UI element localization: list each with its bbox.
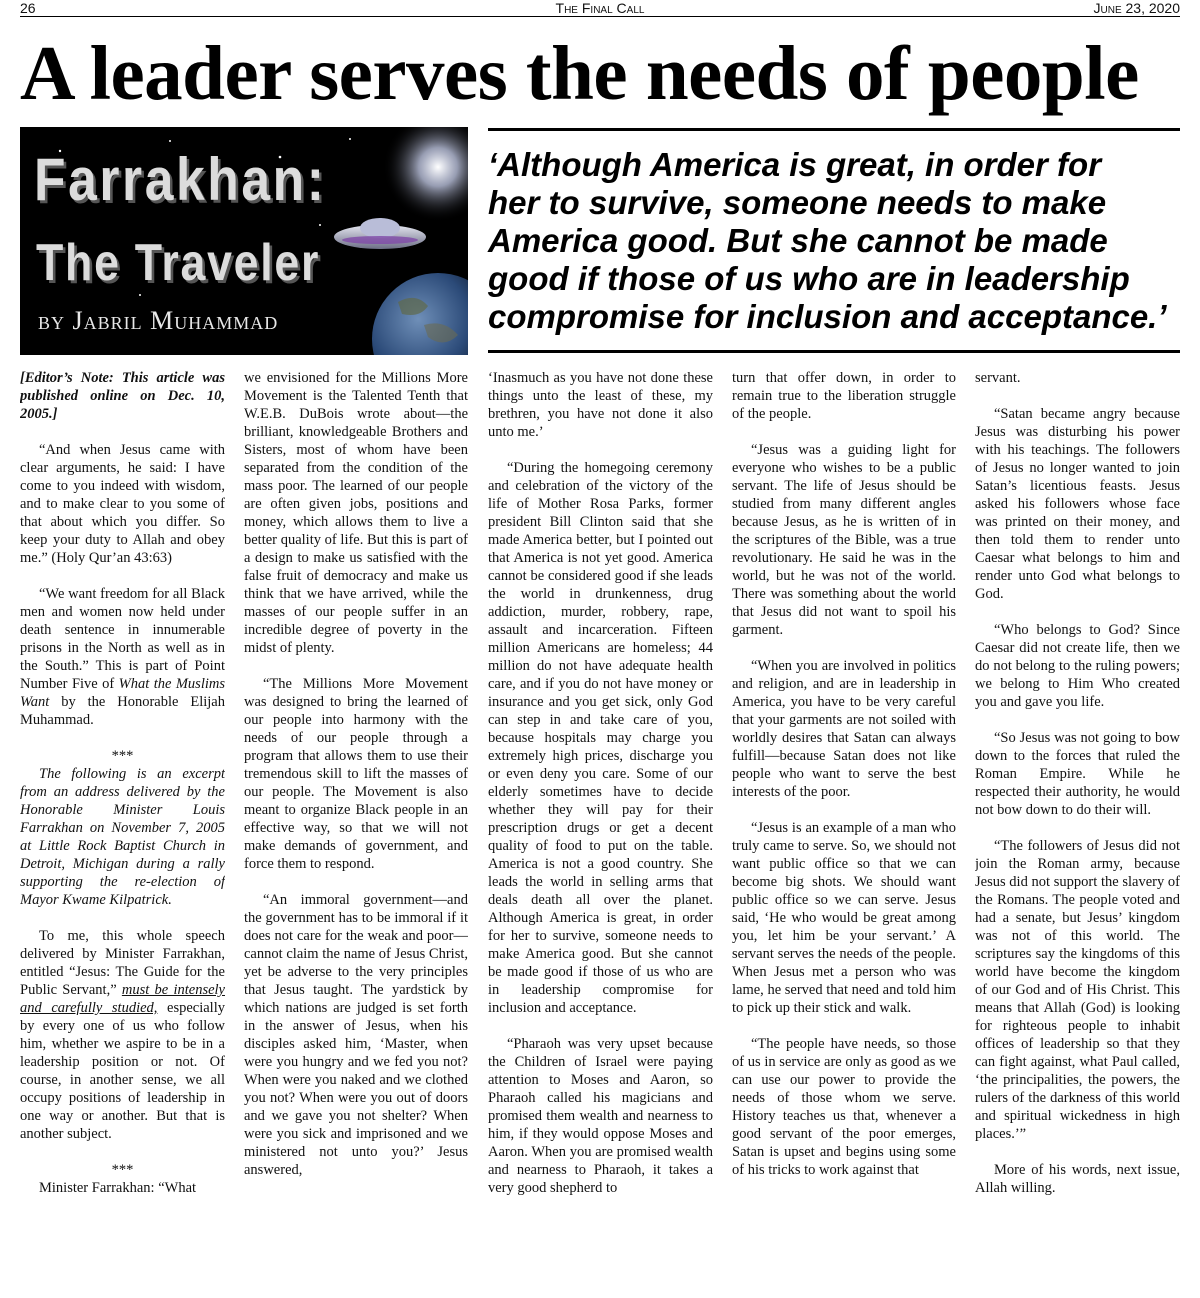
column-title-line1: Farrakhan:	[34, 146, 327, 213]
paragraph: “The Millions More Movement was designed to bring the learned of our people into harmony with the needs of our people through a program that allows them to use their tremendous skill to lift the masses of our people. The Movement is also meant to organize Black people in an effective way, so that we will not make demands of government, and force them to respond.	[244, 676, 468, 872]
column-byline: by Jabril Muhammad	[38, 306, 279, 335]
headline: A leader serves the needs of people	[20, 30, 1139, 116]
paragraph: “Jesus is an example of a man who truly came to serve. So, we should not want public office so that we can become big shots. We should want public office so we can serve. Jesus said, ‘He who would be great among you, let him be your servant.’ A servant serves the needs of the people. When Jesus met a person who was lame, he served that need and told him to pick up their stick and walk.	[732, 820, 956, 1016]
paragraph: “An immoral government—and the government has to be immoral if it does not care for the weak and poor—cannot claim the name of Jesus Christ, yet be adverse to the very principles that Jesus taught. The yardstick by which nations are judged is set forth in the answer of Jesus, when his disciples asked him, ‘Master, when were you hungry and we fed you not? When were you naked and we clothed you not? When were you out of doors and we gave you not shelter? When were you sick and imprisoned and we ministered not unto you?’ Jesus answered,	[244, 892, 468, 1178]
paragraph: turn that offer down, in order to remain true to the liberation struggle of the people.	[732, 370, 956, 422]
column-title-line2: The Traveler	[36, 234, 321, 292]
paragraph: “And when Jesus came with clear arguments, he said: I have come to you indeed with wisdom, and to make clear to you some of that about which you differ. So keep your duty to Allah and obey me.” (Holy Qur’an 43:63)	[20, 442, 225, 566]
paragraph: “Jesus was a guiding light for everyone who wishes to be a public servant. The life of Jesus should be studied from many different angles because Jesus, as he is written of in the scriptures of the Bible, was a true revolutionary. He said he was in the world, but he was not of the world. There was something about the world that Jesus did not want to spoil his garment.	[732, 442, 956, 638]
paragraph: servant.	[975, 370, 1021, 386]
column-logo	[20, 127, 468, 355]
pull-quote-line: America good. But she cannot be made	[488, 222, 1108, 259]
pull-quote-rule-bottom	[488, 350, 1180, 353]
publication-name: The Final Call	[555, 0, 645, 16]
pull-quote-line: good if those of us who are in leadership	[488, 260, 1130, 297]
issue-date: June 23, 2020	[1093, 0, 1180, 16]
article-column-1	[20, 369, 225, 1291]
article-column-3	[488, 369, 713, 1291]
article-column-2	[244, 369, 468, 1291]
book-title: What the Muslims Want	[20, 676, 225, 710]
pull-quote-line: ‘Although America is great, in order for	[488, 146, 1102, 183]
paragraph: To me, this whole speech delivered by Minister Farrakhan, entitled “Jesus: The Guide for the Public Servant,” must be intensely and carefully studied, especially by every one of us who follow him, whether we aspire to be in a leadership position or not. Of course, in another sense, we all occupy positions of leadership in one way or another. But that is another subject.	[20, 928, 225, 1142]
paragraph: “During the homegoing ceremony and celebration of the victory of the life of Mother Rosa Parks, former president Bill Clinton said that she made America better, but I pointed out that America is not yet good. America cannot be considered good if she leads the world in drunkenness, drug addiction, murder, robbery, rape, assault and incarceration. Fifteen million Americans are homeless; 44 million do not have adequate health care, and if you do not have money or insurance and you get sick, only God can step in and take care of you, because hospitals may charge you extremely high prices, discharge you or even deny you care. Some of our elderly sometimes have to decide whether they will pay for their prescription drugs or get a decent quality of food to put on the table. America is not a good country. She leads the world in selling arms that deals death all over the planet. Although America is great, in order for her to survive, someone needs to make America good. But she cannot be made good if those of us who are in leadership compromise for inclusion and acceptance.	[488, 460, 713, 1016]
section-separator: ***	[111, 748, 134, 764]
pull-quote	[488, 146, 1188, 336]
article-column-5	[975, 369, 1180, 1291]
paragraph: “The followers of Jesus did not join the Roman army, because Jesus did not support the slavery of the Romans. The people voted and had a senate, but Jesus’ kingdom was not of this world. The scriptures say the kingdoms of this world have become the kingdom of our God and of His Christ. This means that Allah (God) is looking for righteous people to inhabit offices of leadership so that they can fight against, what Paul called, ‘the principalities, the powers, the rulers of the darkness of this world and spiritual wickedness in high places.’”	[975, 838, 1180, 1142]
page-folio	[20, 0, 1180, 17]
pull-quote-line: her to survive, someone needs to make	[488, 184, 1107, 221]
paragraph: we envisioned for the Millions More Movement is the Talented Tenth that W.E.B. DuBois wrote about—the brilliant, knowledgeable Brothers and Sisters, most of whom have been separated from the condition of the mass poor. The learned of our people are often given jobs, positions and money, which allows them to live a better quality of life. But this is part of a design to make us satisfied with the false fruit of democracy and make us think that we have arrived, while the masses of our people suffer in an incredible degree of poverty in the midst of plenty.	[244, 370, 468, 656]
paragraph: ‘Inasmuch as you have not done these things unto the least of these, my brethren, you have not done it also unto me.’	[488, 370, 713, 440]
editors-note: [Editor’s Note: This article was published online on Dec. 10, 2005.]	[20, 370, 225, 422]
section-separator: ***	[111, 1162, 134, 1178]
intro-paragraph: The following is an excerpt from an address delivered by the Honorable Minister Louis Farrakhan on November 7, 2005 at Little Rock Baptist Church in Detroit, Michigan during a rally supporting the re-election of Mayor Kwame Kilpatrick.	[20, 766, 225, 908]
paragraph: “So Jesus was not going to bow down to the forces that ruled the Roman Empire. While he respected their authority, he would not bow down to do their will.	[975, 730, 1180, 818]
paragraph: “The people have needs, so those of us in service are only as good as we can use our power to provide the needs of those whom we serve. History teaches us that, whenever a good servant of the poor emerges, Satan is upset and begins using some of his tricks to work against that	[732, 1036, 956, 1178]
paragraph: “Who belongs to God? Since Caesar did not create life, then we do not belong to the ruling powers; we belong to Him Who created you and gave you life.	[975, 622, 1180, 710]
closing-line: More of his words, next issue, Allah willing.	[975, 1162, 1180, 1196]
paragraph: “We want freedom for all Black men and women now held under death sentence in innumerable prisons in the North as well as in the South.” This is part of Point Number Five of What the Muslims Want by the Honorable Elijah Muhammad.	[20, 586, 225, 728]
pull-quote-rule-top	[488, 128, 1180, 131]
paragraph: “Pharaoh was very upset because the Children of Israel were paying attention to Moses and Aaron, so Pharaoh called his magicians and promised them wealth and nearness to him, if they would oppose Moses and Aaron. When you are promised wealth and nearness to Pharaoh, it takes a very good shepherd to	[488, 1036, 713, 1196]
paragraph: Minister Farrakhan: “What	[39, 1180, 197, 1196]
page-number: 26	[20, 0, 36, 16]
paragraph: “Satan became angry because Jesus was disturbing his power with his teachings. The followers of Jesus no longer wanted to join Satan’s licentious feasts. Jesus asked his followers whose face was printed on their money, and then told them to render unto Caesar what belongs to him and render unto God what belongs to God.	[975, 406, 1180, 602]
article-column-4	[732, 369, 956, 1291]
pull-quote-line: compromise for inclusion and acceptance.’	[488, 298, 1167, 335]
paragraph: “When you are involved in politics and religion, and are in leadership in America, you have to be very careful that your garments are not soiled with worldly desires that Satan can always fulfill—because Satan does not like people who want to serve the best interests of the poor.	[732, 658, 956, 800]
emphasis-text: must be intensely and carefully studied,	[20, 982, 225, 1016]
